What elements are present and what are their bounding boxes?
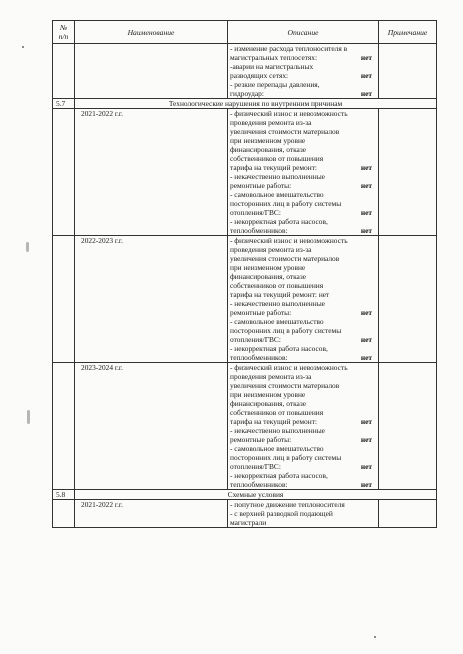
table-row (53, 109, 437, 236)
description-text: ремонтные работы: (230, 308, 292, 317)
description-line (230, 408, 376, 417)
description-text: финансирования, отказе (230, 145, 307, 154)
row-note-cell (379, 363, 437, 490)
description-line (230, 518, 376, 527)
description-text: - самовольное вмешательство (230, 190, 324, 199)
description-line (230, 172, 376, 181)
section-header-row (53, 490, 437, 500)
status-value: нет (360, 480, 372, 489)
status-value: нет (360, 163, 372, 172)
description-text: собственников от повышения (230, 281, 324, 290)
description-text: увеличения стоимости материалов (230, 254, 340, 263)
description-text: увеличения стоимости материалов (230, 127, 340, 136)
status-value: нет (360, 53, 372, 62)
status-value: нет (360, 308, 372, 317)
description-line (230, 163, 376, 172)
section-number: 5.8 (53, 490, 75, 500)
description-text: - самовольное вмешательство (230, 444, 324, 453)
description-line (230, 245, 376, 254)
description-text: ремонтные работы: (230, 181, 292, 190)
description-text: - некачественно выполненные (230, 172, 325, 181)
scan-speck (374, 636, 376, 638)
row-note-cell (379, 500, 437, 528)
row-note-cell (379, 44, 437, 99)
description-text: собственников от повышения (230, 408, 324, 417)
description-line (230, 372, 376, 381)
status-value: нет (360, 181, 372, 190)
description-line (230, 190, 376, 199)
description-text: - изменение расхода теплоносителя в (230, 44, 348, 53)
description-text: отопления/ГВС: (230, 208, 281, 217)
table-row (53, 500, 437, 528)
description-line (230, 444, 376, 453)
description-line (230, 181, 376, 190)
description-line (230, 208, 376, 217)
description-text: посторонних лиц в работу системы (230, 326, 342, 335)
description-text: магистральных теплосетях: (230, 53, 318, 62)
description-text: увеличения стоимости материалов (230, 381, 340, 390)
description-line (230, 353, 376, 362)
description-text: финансирования, отказе (230, 272, 307, 281)
status-value: нет (360, 462, 372, 471)
description-text: проведения ремонта из-за (230, 372, 312, 381)
description-line (230, 199, 376, 208)
description-text: тарифа на текущий ремонт: (230, 417, 317, 426)
description-line (230, 281, 376, 290)
description-line (230, 335, 376, 344)
description-text: при неизменном уровне (230, 390, 306, 399)
row-description-cell (228, 109, 379, 236)
status-value: нет (360, 71, 372, 80)
row-number-cell (53, 500, 75, 528)
description-text: тарифа на текущий ремонт: нет (230, 290, 330, 299)
description-line (230, 500, 376, 509)
description-line (230, 317, 376, 326)
description-line (230, 471, 376, 480)
description-line (230, 509, 376, 518)
description-line (230, 89, 376, 98)
table-row (53, 363, 437, 490)
description-text: проведения ремонта из-за (230, 245, 312, 254)
description-line (230, 480, 376, 489)
description-text: теплообменников: (230, 226, 288, 235)
section-number: 5.7 (53, 99, 75, 109)
description-text: теплообменников: (230, 353, 288, 362)
description-text: собственников от повышения (230, 154, 324, 163)
description-text: отопления/ГВС: (230, 335, 281, 344)
description-text: - физический износ и невозможность (230, 363, 348, 372)
row-number-cell (53, 236, 75, 363)
period-cell: 2021-2022 г.г. (75, 109, 228, 236)
description-line (230, 435, 376, 444)
description-line (230, 109, 376, 118)
description-text: посторонних лиц в работу системы (230, 453, 342, 462)
description-line (230, 417, 376, 426)
description-text: проведения ремонта из-за (230, 118, 312, 127)
row-description-cell (228, 44, 379, 99)
description-line (230, 381, 376, 390)
status-value: нет (360, 335, 372, 344)
description-line (230, 71, 376, 80)
section-title: Технологические нарушения по внутренним причинам (75, 99, 437, 109)
description-text: - некорректная работа насосов, (230, 217, 328, 226)
description-text: при неизменном уровне (230, 263, 306, 272)
row-number-cell (53, 44, 75, 99)
description-line (230, 399, 376, 408)
row-name-cell (75, 44, 228, 99)
description-text: - с верхней разводкой подающей (230, 509, 333, 518)
section-title: Схемные условия (75, 490, 437, 500)
row-description-cell (228, 236, 379, 363)
description-line (230, 390, 376, 399)
description-line (230, 290, 376, 299)
row-description-cell (228, 500, 379, 528)
description-line (230, 308, 376, 317)
row-note-cell (379, 236, 437, 363)
description-line (230, 462, 376, 471)
description-text: ремонтные работы: (230, 435, 292, 444)
period-cell: 2023-2024 г.г. (75, 363, 228, 490)
description-text: тарифа на текущий ремонт: (230, 163, 317, 172)
table-row (53, 44, 437, 99)
status-value: нет (360, 435, 372, 444)
description-text: финансирования, отказе (230, 399, 307, 408)
status-value: нет (360, 226, 372, 235)
col-description-header: Описание (228, 21, 379, 44)
description-line (230, 136, 376, 145)
description-text: - физический износ и невозможность (230, 109, 348, 118)
description-line (230, 127, 376, 136)
description-text: - резкие перепады давления, (230, 80, 320, 89)
row-number-cell (53, 109, 75, 236)
description-line (230, 426, 376, 435)
table-row (53, 236, 437, 363)
description-text: теплообменников: (230, 480, 288, 489)
binding-mark (27, 410, 30, 424)
description-text: - некачественно выполненные (230, 426, 325, 435)
description-line (230, 62, 376, 71)
description-line (230, 154, 376, 163)
description-text: - физический износ и невозможность (230, 236, 348, 245)
description-text: разводящих сетях: (230, 71, 289, 80)
description-text: магистрали (230, 518, 267, 527)
incident-table (52, 20, 437, 528)
description-line (230, 344, 376, 353)
description-line (230, 263, 376, 272)
description-text: посторонних лиц в работу системы (230, 199, 342, 208)
period-cell: 2021-2022 г.г. (75, 500, 228, 528)
description-line (230, 44, 376, 53)
description-text: при неизменном уровне (230, 136, 306, 145)
description-line (230, 53, 376, 62)
status-value: нет (360, 208, 372, 217)
row-number-cell (53, 363, 75, 490)
status-value: нет (360, 89, 372, 98)
row-description-cell (228, 363, 379, 490)
description-line (230, 299, 376, 308)
col-note-header: Примечание (379, 21, 437, 44)
description-line (230, 272, 376, 281)
table-header-row (53, 21, 437, 44)
section-header-row (53, 99, 437, 109)
description-text: отопления/ГВС: (230, 462, 281, 471)
description-line (230, 80, 376, 89)
description-text: - попутное движение теплоносителя (230, 500, 345, 509)
description-line (230, 363, 376, 372)
description-line (230, 226, 376, 235)
period-cell: 2022-2023 г.г. (75, 236, 228, 363)
scan-speck (22, 46, 24, 48)
description-line (230, 254, 376, 263)
col-name-header: Наименование (75, 21, 228, 44)
description-text: -аварии на магистральных (230, 62, 314, 71)
binding-mark (26, 242, 29, 252)
description-line (230, 118, 376, 127)
description-line (230, 217, 376, 226)
description-line (230, 453, 376, 462)
description-text: - некорректная работа насосов, (230, 471, 328, 480)
status-value: нет (360, 353, 372, 362)
col-number-header: № п/п (53, 21, 75, 44)
description-text: - самовольное вмешательство (230, 317, 324, 326)
description-line (230, 236, 376, 245)
row-note-cell (379, 109, 437, 236)
description-text: гидроудар: (230, 89, 264, 98)
description-text: - некачественно выполненные (230, 299, 325, 308)
status-value: нет (360, 417, 372, 426)
description-line (230, 326, 376, 335)
description-line (230, 145, 376, 154)
description-text: - некорректная работа насосов, (230, 344, 328, 353)
